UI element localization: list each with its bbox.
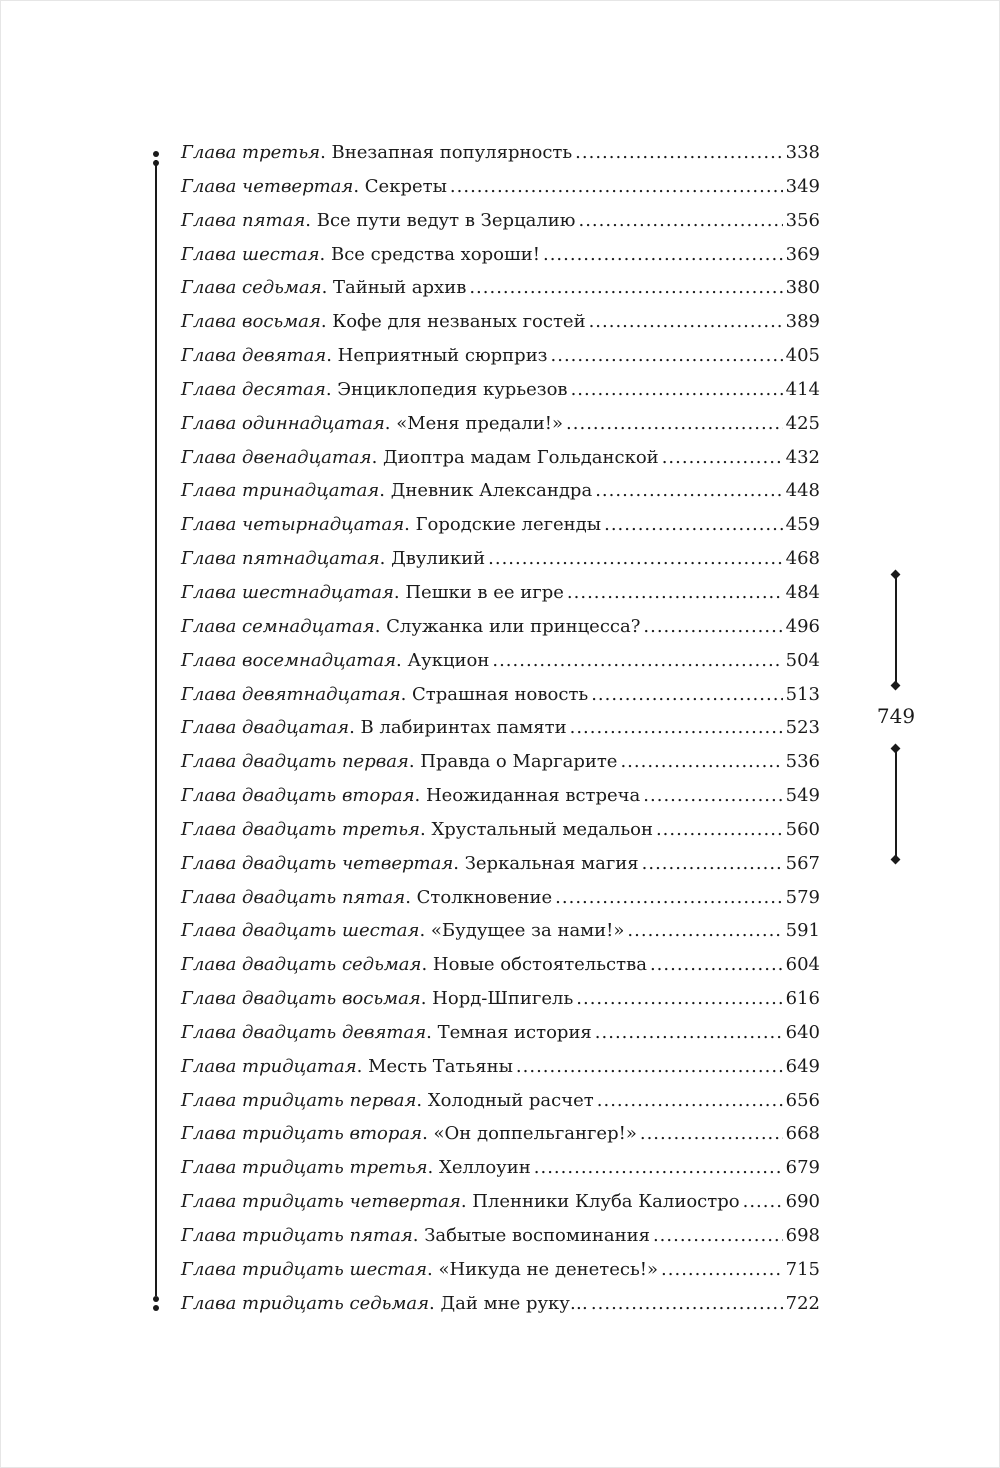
chapter-separator: . [412, 1225, 425, 1246]
page-reference: 356 [785, 209, 820, 231]
dot-leader [643, 779, 782, 813]
page-reference: 679 [785, 1157, 820, 1179]
left-rule-dot-bottom-2 [153, 1305, 159, 1311]
dot-leader [620, 745, 782, 779]
chapter-title: Норд-Шпигель [432, 988, 574, 1010]
page-reference: 715 [785, 1258, 820, 1280]
toc-entry [181, 1050, 820, 1084]
page-reference: 504 [785, 649, 820, 671]
toc-entry [181, 1016, 820, 1050]
chapter-title: Неприятный сюрприз [337, 345, 548, 367]
dot-leader [543, 238, 783, 272]
page-reference: 484 [785, 581, 820, 603]
chapter-separator: . [320, 142, 332, 163]
chapter-number: Глава третья [181, 142, 321, 163]
page-reference: 380 [785, 277, 820, 299]
chapter-separator: . [400, 683, 413, 705]
toc-entry [181, 1287, 820, 1321]
page-reference: 668 [785, 1123, 820, 1145]
page-reference: 579 [785, 886, 820, 908]
page-reference: 468 [785, 548, 820, 570]
dot-leader [650, 948, 783, 982]
toc-entry [181, 847, 820, 881]
chapter-separator: . [453, 852, 465, 874]
chapter-number: Глава шестнадцатая [181, 581, 394, 603]
toc-entry [181, 745, 820, 779]
toc-entry [181, 982, 820, 1016]
chapter-number: Глава двенадцатая [181, 446, 372, 468]
page-reference: 369 [785, 243, 820, 265]
chapter-title: Диоптра мадам Гольданской [383, 446, 659, 468]
chapter-number: Глава шестая [181, 243, 320, 265]
toc-entry [181, 1117, 820, 1151]
toc-entry [181, 914, 820, 948]
page-reference: 405 [785, 345, 820, 367]
chapter-separator: . [349, 717, 361, 739]
page-reference: 698 [785, 1225, 820, 1246]
dot-leader [450, 170, 783, 204]
toc-entry [181, 339, 820, 373]
toc-entry [181, 610, 820, 644]
page-reference: 513 [785, 683, 820, 705]
chapter-separator: . [325, 378, 338, 400]
dot-leader [661, 1253, 783, 1287]
toc-entry [181, 238, 820, 272]
chapter-title: Городские легенды [415, 514, 602, 536]
toc-entry [181, 948, 820, 982]
page-reference: 649 [785, 1055, 820, 1077]
chapter-number: Глава двадцать вторая [181, 785, 415, 807]
chapter-number: Глава двадцать четвертая [181, 852, 454, 874]
ornament-rule-upper [895, 576, 897, 683]
chapter-separator: . [320, 311, 333, 333]
chapter-title: Дневник Александра [390, 480, 593, 502]
chapter-number: Глава двадцатая [181, 717, 350, 739]
chapter-number: Глава двадцать шестая [181, 920, 420, 942]
chapter-number: Глава семнадцатая [181, 615, 375, 637]
toc-entry [181, 474, 820, 508]
toc-entry [181, 644, 820, 678]
chapter-number: Глава тридцать первая [181, 1089, 417, 1111]
chapter-number: Глава седьмая [181, 277, 322, 299]
chapter-number: Глава тридцатая [181, 1055, 357, 1077]
chapter-title: Пленники Клуба Калиостро [472, 1191, 740, 1213]
chapter-title: Холодный расчет [427, 1089, 594, 1111]
dot-leader [492, 644, 782, 678]
chapter-separator: . [404, 514, 416, 536]
left-rule-dot-top-2 [153, 160, 159, 166]
page-reference: 656 [785, 1089, 820, 1111]
page-reference: 338 [785, 142, 820, 163]
toc-entry [181, 1185, 820, 1219]
dot-leader [516, 1050, 783, 1084]
chapter-separator: . [321, 277, 334, 299]
chapter-separator: . [379, 548, 392, 570]
chapter-title: Кофе для незваных гостей [332, 311, 586, 333]
dot-leader [576, 982, 782, 1016]
chapter-separator: . [408, 751, 421, 773]
chapter-title: Все пути ведут в Зерцалию [316, 209, 576, 231]
page-reference: 414 [785, 378, 820, 400]
toc-entry [181, 373, 820, 407]
toc-entry [181, 779, 820, 813]
chapter-title: «Будущее за нами!» [430, 920, 625, 942]
page-reference: 640 [785, 1021, 820, 1043]
toc-entry [181, 204, 820, 238]
page-reference: 523 [785, 717, 820, 739]
dot-leader [604, 508, 783, 542]
chapter-separator: . [319, 243, 331, 265]
dot-leader [555, 881, 782, 915]
toc-entry [181, 1151, 820, 1185]
chapter-title: «Никуда не денетесь!» [438, 1258, 659, 1280]
chapter-title: Энциклопедия курьезов [337, 378, 568, 400]
page-reference: 604 [785, 954, 820, 976]
chapter-title: Дай мне руку… [440, 1292, 588, 1314]
chapter-number: Глава двадцать девятая [181, 1021, 427, 1043]
chapter-separator: . [426, 1021, 438, 1043]
toc-entry [181, 881, 820, 915]
chapter-separator: . [384, 412, 397, 434]
chapter-title: Пешки в ее игре [405, 581, 564, 603]
page-reference: 567 [785, 852, 820, 874]
chapter-separator: . [371, 446, 384, 468]
toc-entry [181, 271, 820, 305]
dot-leader [643, 610, 782, 644]
chapter-title: Забытые воспоминания [424, 1225, 650, 1246]
toc-entry [181, 711, 820, 745]
dot-leader [591, 1287, 783, 1321]
chapter-number: Глава четвертая [181, 175, 354, 197]
toc-entry [181, 508, 820, 542]
dot-leader [488, 542, 783, 576]
chapter-number: Глава тридцать шестая [181, 1258, 428, 1280]
table-of-contents [181, 136, 820, 1321]
chapter-separator: . [427, 1258, 439, 1280]
chapter-title: Темная история [437, 1021, 592, 1043]
chapter-title: «Меня предали!» [396, 412, 564, 434]
chapter-separator: . [305, 209, 317, 231]
chapter-number: Глава восьмая [181, 311, 321, 333]
dot-leader [571, 373, 783, 407]
toc-entry [181, 170, 820, 204]
dot-leader [642, 847, 783, 881]
page-reference: 549 [785, 785, 820, 807]
chapter-title: Неожиданная встреча [425, 785, 641, 807]
dot-leader [653, 1219, 783, 1253]
dot-leader [534, 1151, 783, 1185]
chapter-separator: . [353, 175, 365, 197]
page-reference: 432 [785, 446, 820, 468]
left-rule-dot-top-1 [153, 151, 159, 157]
chapter-separator: . [414, 785, 426, 807]
dot-leader [595, 474, 782, 508]
chapter-number: Глава девятнадцатая [181, 683, 401, 705]
toc-entry [181, 542, 820, 576]
toc-entry [181, 136, 820, 170]
page-reference: 459 [785, 514, 820, 536]
page-reference: 560 [785, 818, 820, 840]
dot-leader [591, 678, 782, 712]
chapter-number: Глава двадцать третья [181, 818, 420, 840]
chapter-number: Глава десятая [181, 378, 326, 400]
chapter-separator: . [460, 1191, 473, 1213]
chapter-title: Двуликий [391, 548, 486, 570]
dot-leader [589, 305, 783, 339]
chapter-number: Глава тридцать седьмая [181, 1292, 430, 1314]
page-number: 749 [876, 704, 916, 728]
chapter-separator: . [422, 1123, 434, 1145]
page-reference: 496 [785, 615, 820, 637]
chapter-separator: . [427, 1157, 439, 1179]
dot-leader [595, 1016, 783, 1050]
chapter-separator: . [421, 954, 433, 976]
chapter-number: Глава тридцать третья [181, 1157, 428, 1179]
toc-entry [181, 813, 820, 847]
chapter-title: Хеллоуин [439, 1157, 531, 1179]
dot-leader [575, 136, 782, 170]
toc-entry [181, 1219, 820, 1253]
chapter-number: Глава тридцать четвертая [181, 1191, 461, 1213]
chapter-number: Глава девятая [181, 345, 327, 367]
chapter-number: Глава одиннадцатая [181, 412, 385, 434]
chapter-separator: . [393, 581, 406, 603]
dot-leader [640, 1117, 783, 1151]
page-reference: 591 [785, 920, 820, 942]
chapter-title: Служанка или принцесса? [386, 615, 641, 637]
ornament-rule-lower [895, 750, 897, 857]
dot-leader [627, 914, 782, 948]
chapter-title: Хрустальный медальон [431, 818, 653, 840]
chapter-title: Внезапная популярность [331, 142, 573, 163]
toc-entry [181, 1084, 820, 1118]
chapter-separator: . [326, 345, 338, 367]
chapter-separator: . [379, 480, 391, 502]
chapter-title: «Он доппельгангер!» [433, 1123, 637, 1145]
chapter-separator: . [416, 1089, 428, 1111]
dot-leader [551, 339, 783, 373]
dot-leader [578, 204, 782, 238]
chapter-title: В лабиринтах памяти [360, 717, 567, 739]
chapter-number: Глава двадцать пятая [181, 886, 406, 908]
chapter-title: Тайный архив [333, 277, 467, 299]
page-reference: 425 [785, 412, 820, 434]
page-reference: 536 [785, 751, 820, 773]
chapter-separator: . [420, 988, 433, 1010]
toc-entry [181, 305, 820, 339]
dot-leader [597, 1084, 783, 1118]
toc-entry [181, 678, 820, 712]
chapter-number: Глава восемнадцатая [181, 649, 397, 671]
page-reference: 448 [785, 480, 820, 502]
chapter-number: Глава тридцать пятая [181, 1225, 413, 1246]
dot-leader [566, 407, 783, 441]
chapter-separator: . [374, 615, 387, 637]
chapter-title: Аукцион [407, 649, 490, 671]
dot-leader [662, 441, 783, 475]
dot-leader [743, 1185, 783, 1219]
dot-leader [469, 271, 782, 305]
chapter-number: Глава тридцать вторая [181, 1123, 423, 1145]
toc-entry [181, 1253, 820, 1287]
page-reference: 722 [785, 1292, 820, 1314]
toc-entry [181, 441, 820, 475]
chapter-separator: . [429, 1292, 441, 1314]
dot-leader [656, 813, 783, 847]
toc-entry [181, 576, 820, 610]
toc-entry [181, 407, 820, 441]
chapter-separator: . [419, 818, 432, 840]
chapter-number: Глава пятая [181, 209, 306, 231]
dot-leader [567, 576, 783, 610]
chapter-title: Зеркальная магия [464, 852, 639, 874]
chapter-number: Глава четырнадцатая [181, 514, 405, 536]
page-reference: 690 [785, 1191, 820, 1213]
chapter-separator: . [419, 920, 431, 942]
page-reference: 616 [785, 988, 820, 1010]
chapter-title: Новые обстоятельства [432, 954, 647, 976]
page-reference: 349 [785, 175, 820, 197]
chapter-title: Столкновение [416, 886, 553, 908]
chapter-title: Все средства хороши! [331, 243, 540, 265]
dot-leader [570, 711, 783, 745]
chapter-number: Глава двадцать седьмая [181, 954, 422, 976]
left-vertical-rule [155, 160, 157, 1296]
chapter-number: Глава тринадцатая [181, 480, 380, 502]
chapter-title: Правда о Маргарите [420, 751, 618, 773]
chapter-separator: . [396, 649, 408, 671]
chapter-number: Глава двадцать восьмая [181, 988, 421, 1010]
chapter-separator: . [405, 886, 417, 908]
left-rule-dot-bottom-1 [153, 1296, 159, 1302]
chapter-title: Страшная новость [412, 683, 589, 705]
page-reference: 389 [785, 311, 820, 333]
chapter-separator: . [356, 1055, 369, 1077]
chapter-title: Секреты [364, 175, 447, 197]
chapter-title: Месть Татьяны [368, 1055, 513, 1077]
chapter-number: Глава двадцать первая [181, 751, 409, 773]
chapter-number: Глава пятнадцатая [181, 548, 380, 570]
